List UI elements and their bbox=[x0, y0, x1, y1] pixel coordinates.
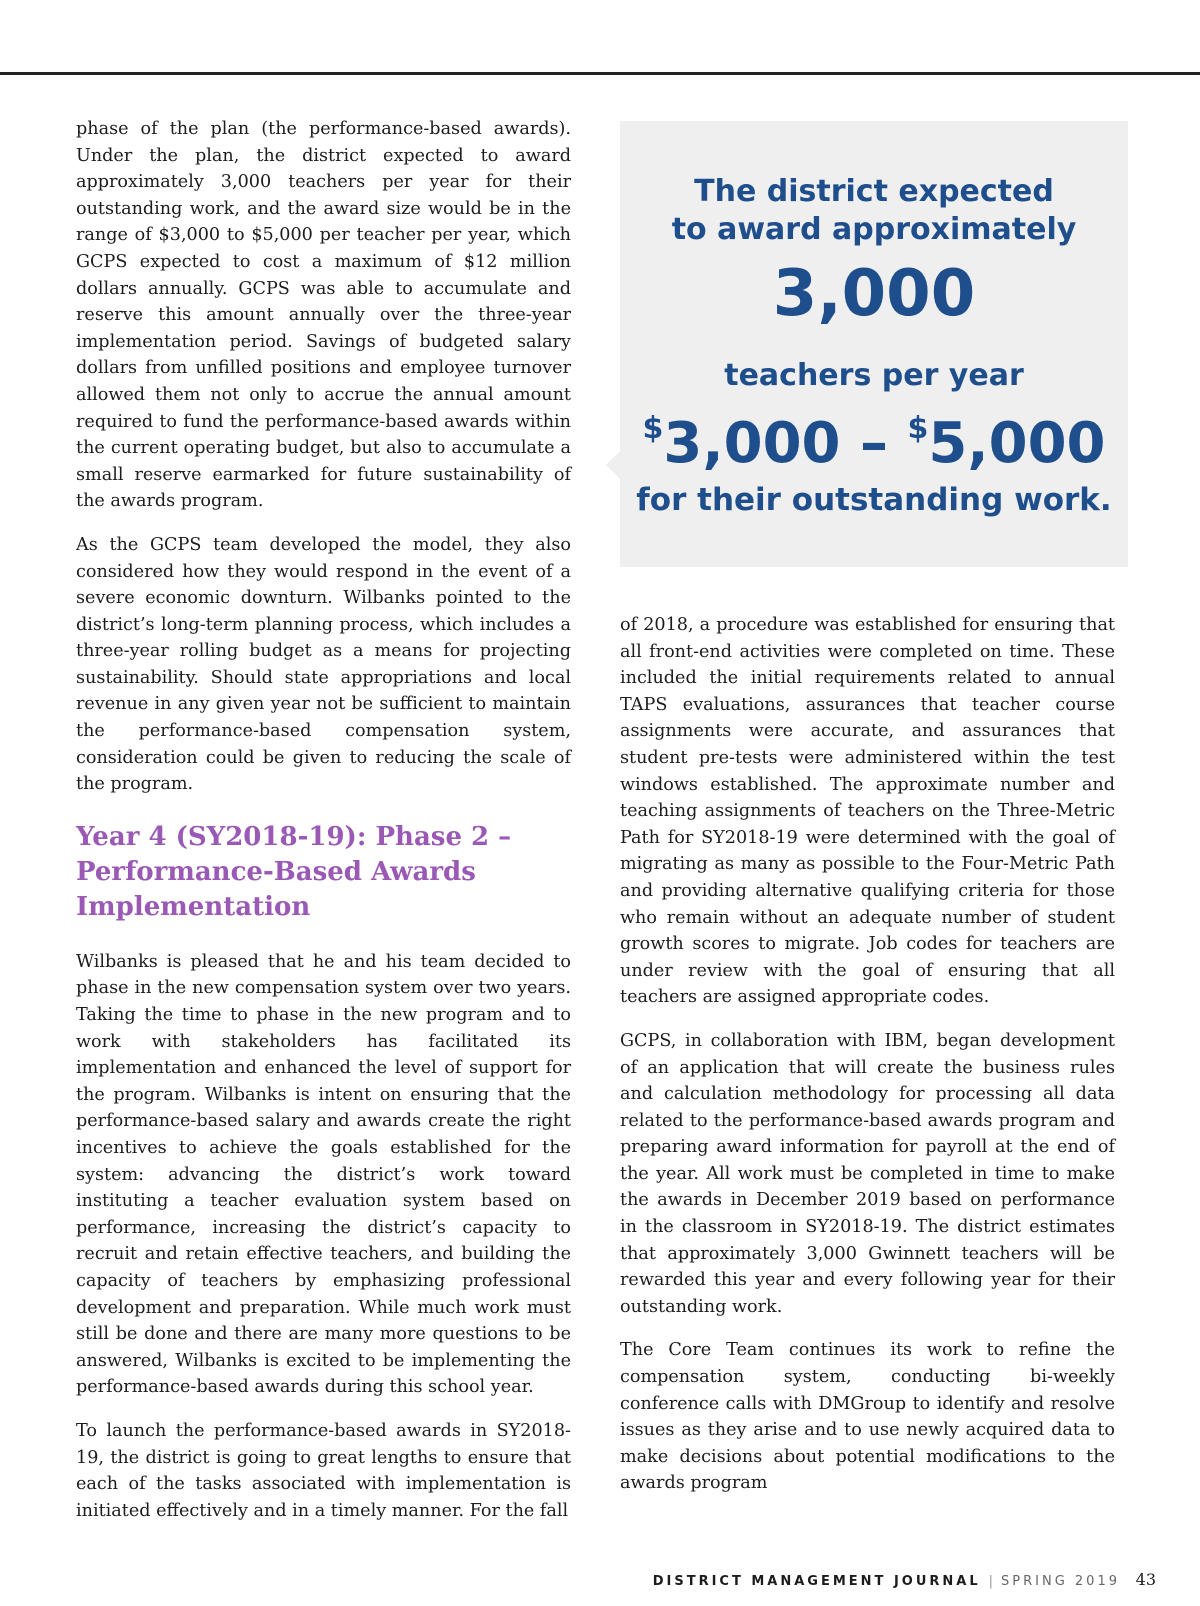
callout-closing: for their outstanding work. bbox=[636, 482, 1112, 518]
callout-notch bbox=[606, 451, 620, 479]
footer bbox=[653, 1574, 1120, 1589]
body-paragraph: To launch the performance-based awards in SY2018-19, the district is going to great lengths to ensure that each of the tasks associated with implementation is initiated effectively and in a timely manner. For the fall bbox=[76, 1420, 571, 1521]
callout-range-high: 5,000 bbox=[928, 411, 1106, 476]
body-paragraph: Wilbanks is pleased that he and his team decided to phase in the new compensation system over two years. Taking the time to phase in the new program and to work with stakeholders has facilitated its implementation and enhanced the level of support for the program. Wilbanks is intent on ensuring that the performance-based salary and awards create the right incentives to achieve the goals established for the system: advancing the district’s work toward instituting a teacher evaluation system based on performance, increasing the district’s capacity to recruit and retain effective teachers, and building the capacity of teachers by emphasizing professional development and preparation. While much work must still be done and there are many more questions to be answered, Wilbanks is excited to be implementing the performance-based awards during this school year. bbox=[76, 951, 571, 1398]
body-paragraph: phase of the plan (the performance-based awards). Under the plan, the district expected to award approximately 3,000 teachers per year for their outstanding work, and the award size would be in the range of $3,000 to $5,000 per teacher per year, which GCPS expected to cost a maximum of $12 million dollars annually. GCPS was able to accumulate and reserve this amount annually over the three-year implementation period. Savings of budgeted salary dollars from unfilled positions and employee turnover allowed them not only to accrue the annual amount required to fund the performance-based awards within the current operating budget, but also to accumulate a small reserve earmarked for future sustainability of the awards program. bbox=[76, 119, 571, 512]
body-paragraph: of 2018, a procedure was established for ensuring that all front-end activities were completed on time. These included the initial requirements related to annual TAPS evaluations, assurances that teacher course assignments were accurate, and assurances that student pre-tests were administered within the test windows established. The approximate number and teaching assignments of teachers on the Three-Metric Path for SY2018-19 were determined with the goal of migrating as many as possible to the Four-Metric Path and providing alternative qualifying criteria for those who remain without an adequate number of student growth scores to migrate. Job codes for teachers are under review with the goal of ensuring that all teachers are assigned appropriate codes. bbox=[620, 615, 1115, 1008]
top-rule bbox=[0, 72, 1200, 75]
page-number: 43 bbox=[1135, 1570, 1156, 1589]
body-paragraph: GCPS, in collaboration with IBM, began development of an application that will create the business rules and calculation methodology for processing all data related to the performance-based awards program and preparing award information for payroll at the end of the year. All work must be completed in time to make the awards in December 2019 based on performance in the classroom in SY2018-19. The district estimates that approximately 3,000 Gwinnett teachers will be rewarded this year and every following year for their outstanding work. bbox=[620, 1030, 1115, 1317]
body-paragraph: The Core Team continues its work to refine the compensation system, conducting bi-weekly conference calls with DMGroup to identify and resolve issues as they arise and to use newly acquired data to make decisions about potential modifications to the awards program bbox=[620, 1340, 1115, 1494]
callout-range-low: 3,000 bbox=[663, 411, 841, 476]
callout-range-dash: – bbox=[840, 411, 908, 476]
callout-range-high-symbol: $ bbox=[907, 411, 929, 446]
left-column bbox=[76, 116, 571, 1541]
callout-unit: teachers per year bbox=[724, 358, 1024, 393]
callout-range-low-symbol: $ bbox=[642, 411, 664, 446]
callout-range bbox=[620, 389, 1128, 484]
callout-intro bbox=[620, 173, 1128, 249]
right-column bbox=[620, 612, 1115, 1514]
footer-separator: | bbox=[988, 1574, 994, 1589]
footer-publication: DISTRICT MANAGEMENT JOURNAL bbox=[652, 1574, 981, 1589]
pull-quote-callout bbox=[620, 121, 1128, 567]
footer-season: SPRING 2019 bbox=[1001, 1574, 1120, 1589]
section-heading: Year 4 (SY2018-19): Phase 2 – Performance-Based Awards Implementation bbox=[76, 821, 512, 922]
body-paragraph: As the GCPS team developed the model, they also considered how they would respond in the event of a severe economic downturn. Wilbanks pointed to the district’s long-term planning process, which includes a three-year rolling budget as a means for projecting sustainability. Should state appropriations and local revenue in any given year not be sufficient to maintain the performance-based compensation system, consideration could be given to reducing the scale of the program. bbox=[76, 534, 571, 795]
callout-line-2: to award approximately bbox=[671, 212, 1077, 247]
callout-number: 3,000 bbox=[772, 257, 976, 331]
callout-line-1: The district expected bbox=[694, 174, 1054, 209]
